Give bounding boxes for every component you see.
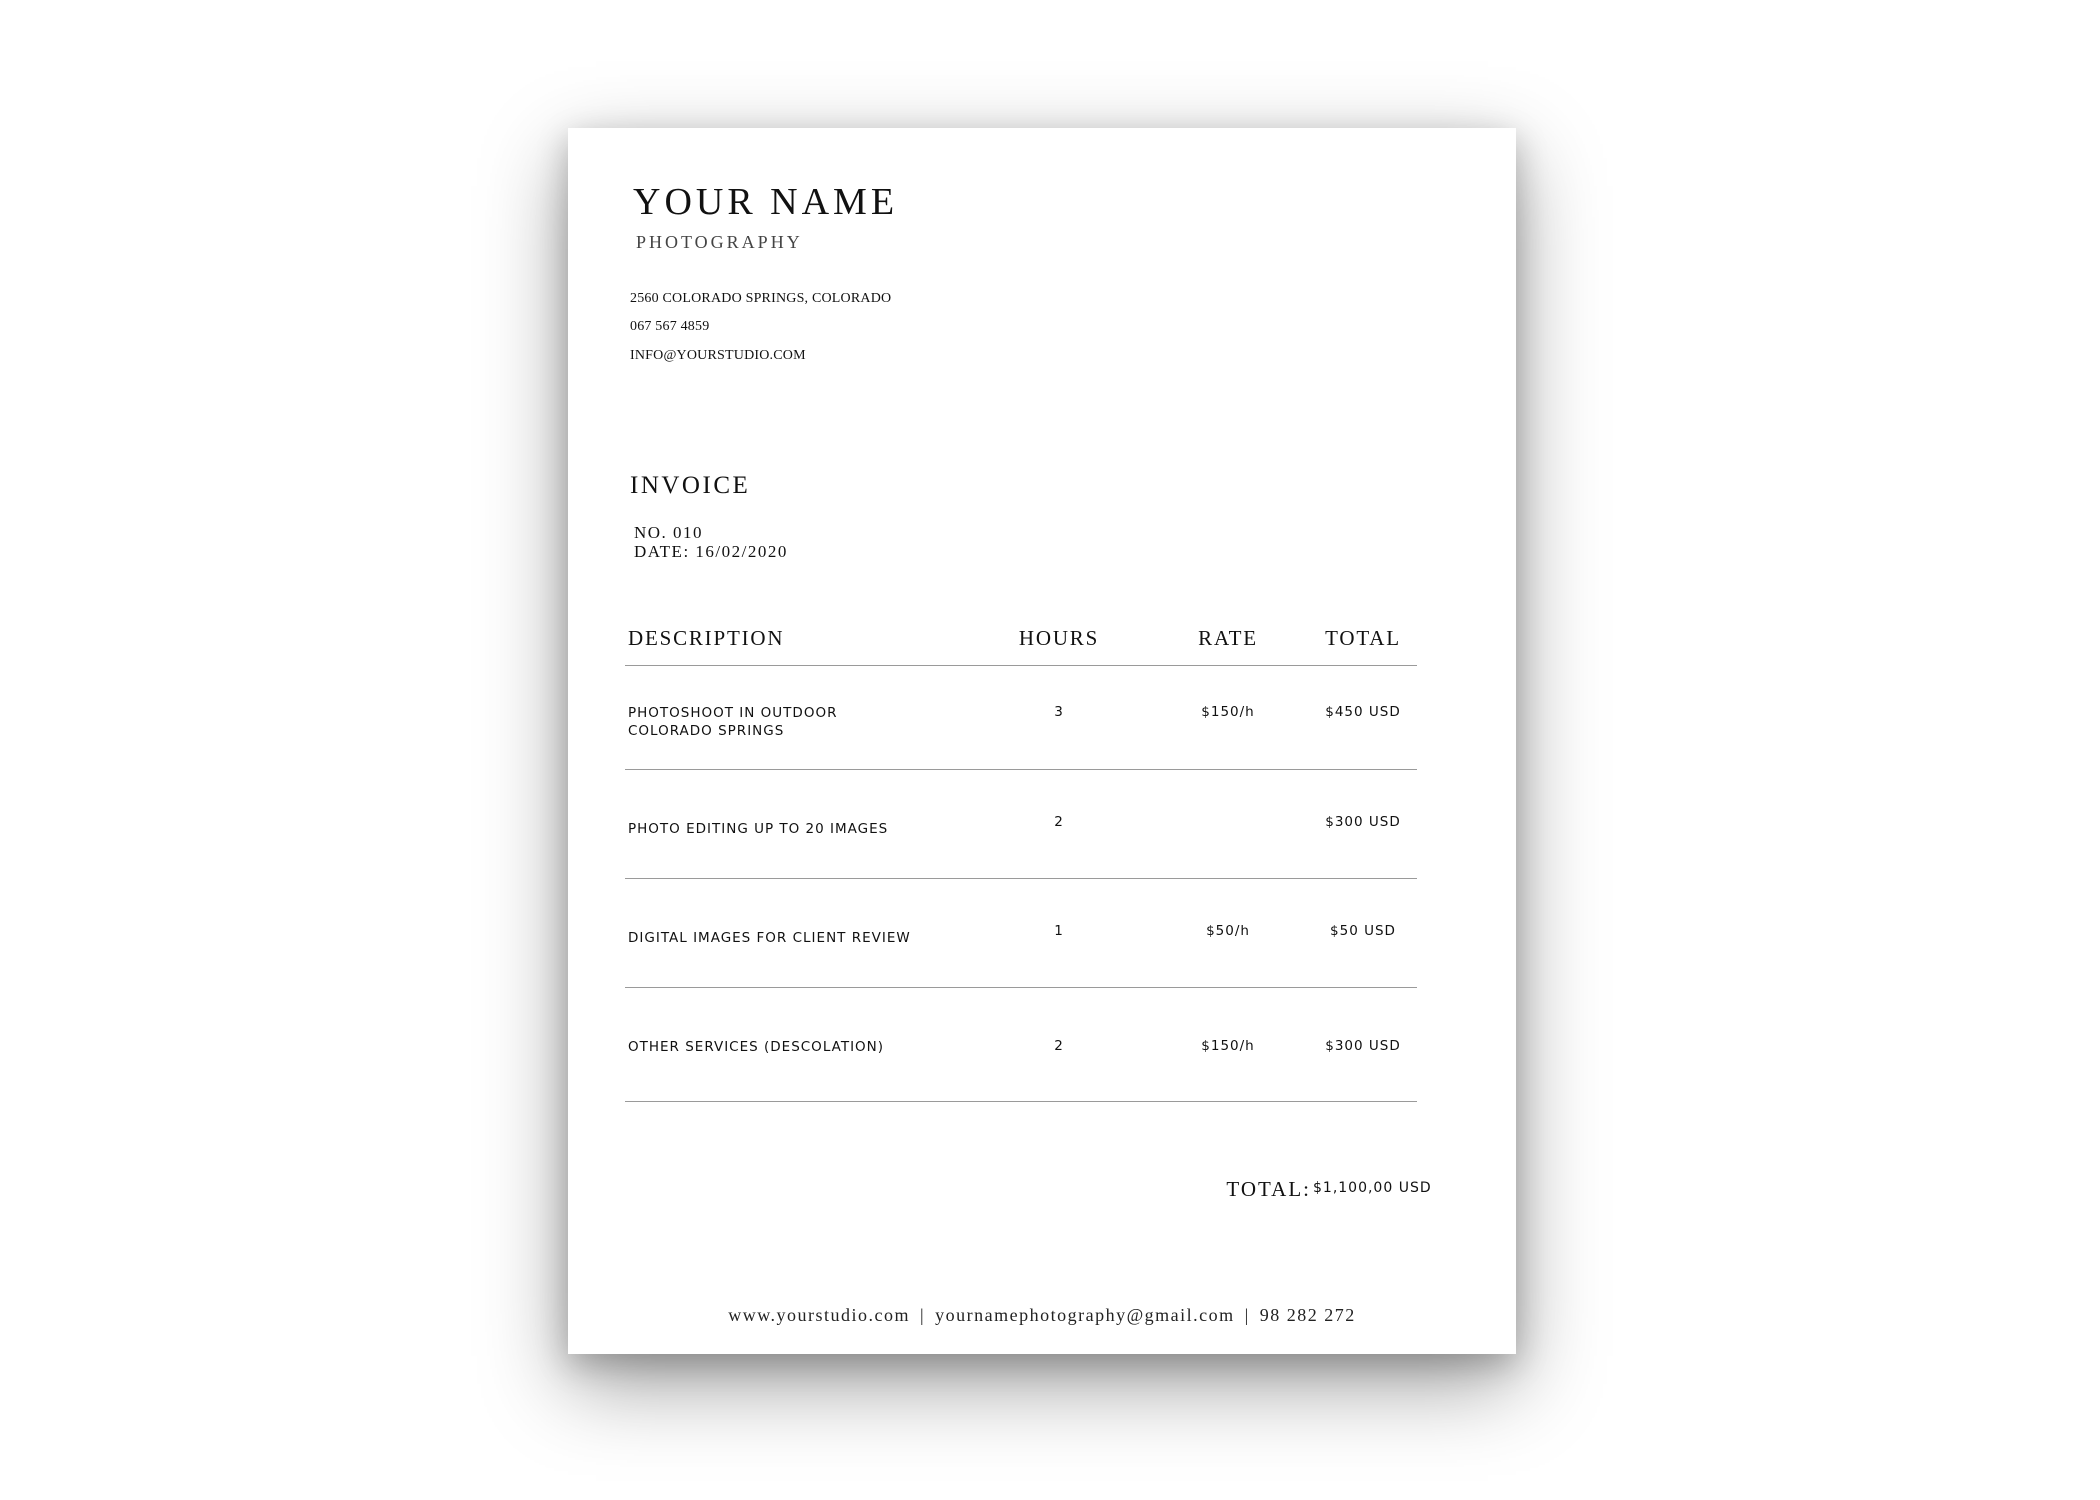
row-total: $50 USD: [1330, 923, 1396, 939]
row-rate: $150/h: [1201, 704, 1255, 720]
row-description: OTHER SERVICES (DESCOLATION): [628, 1039, 885, 1055]
contact-phone: 067 567 4859: [630, 319, 710, 334]
footer-contact: [568, 1305, 1516, 1326]
footer-separator: |: [1244, 1305, 1250, 1325]
invoice-date: DATE: 16/02/2020: [634, 542, 788, 561]
row-total: $300 USD: [1325, 1038, 1401, 1054]
row-hours: 2: [1054, 814, 1064, 830]
row-description: DIGITAL IMAGES FOR CLIENT REVIEW: [628, 930, 911, 946]
column-header-hours: HOURS: [1018, 626, 1100, 650]
row-divider: [625, 769, 1417, 770]
row-description: [628, 704, 837, 740]
header-divider: [625, 665, 1417, 666]
row-description: PHOTO EDITING UP TO 20 IMAGES: [628, 821, 889, 837]
row-rate: $50/h: [1206, 923, 1250, 939]
row-divider: [625, 987, 1417, 988]
row-divider: [625, 878, 1417, 879]
footer-email: yournamephotography@gmail.com: [935, 1305, 1235, 1325]
row-hours: 3: [1054, 704, 1064, 720]
row-description-line: COLORADO SPRINGS: [628, 723, 785, 739]
contact-email: INFO@YOURSTUDIO.COM: [630, 348, 806, 363]
invoice-number: NO. 010: [634, 523, 704, 542]
footer-website: www.yourstudio.com: [728, 1305, 911, 1325]
brand-name: YOUR NAME: [633, 181, 899, 223]
grand-total-label: TOTAL:: [1226, 1177, 1311, 1201]
row-hours: 1: [1054, 923, 1064, 939]
row-total: $300 USD: [1325, 814, 1401, 830]
invoice-sheet: [568, 128, 1516, 1354]
row-hours: 2: [1054, 1038, 1064, 1054]
row-rate: $150/h: [1201, 1038, 1255, 1054]
brand-subtitle: PHOTOGRAPHY: [636, 232, 803, 252]
contact-address: 2560 COLORADO SPRINGS, COLORADO: [630, 291, 892, 306]
row-total: $450 USD: [1325, 704, 1401, 720]
invoice-title: INVOICE: [630, 472, 751, 499]
row-description-line: PHOTOSHOOT IN OUTDOOR: [628, 705, 838, 721]
grand-total-value: $1,100,00 USD: [1313, 1180, 1432, 1196]
column-header-rate: RATE: [1198, 626, 1258, 650]
column-header-total: TOTAL: [1325, 626, 1401, 650]
footer-phone: 98 282 272: [1259, 1305, 1356, 1325]
column-header-description: DESCRIPTION: [628, 626, 785, 650]
table-bottom-divider: [625, 1101, 1417, 1102]
footer-separator: |: [920, 1305, 926, 1325]
